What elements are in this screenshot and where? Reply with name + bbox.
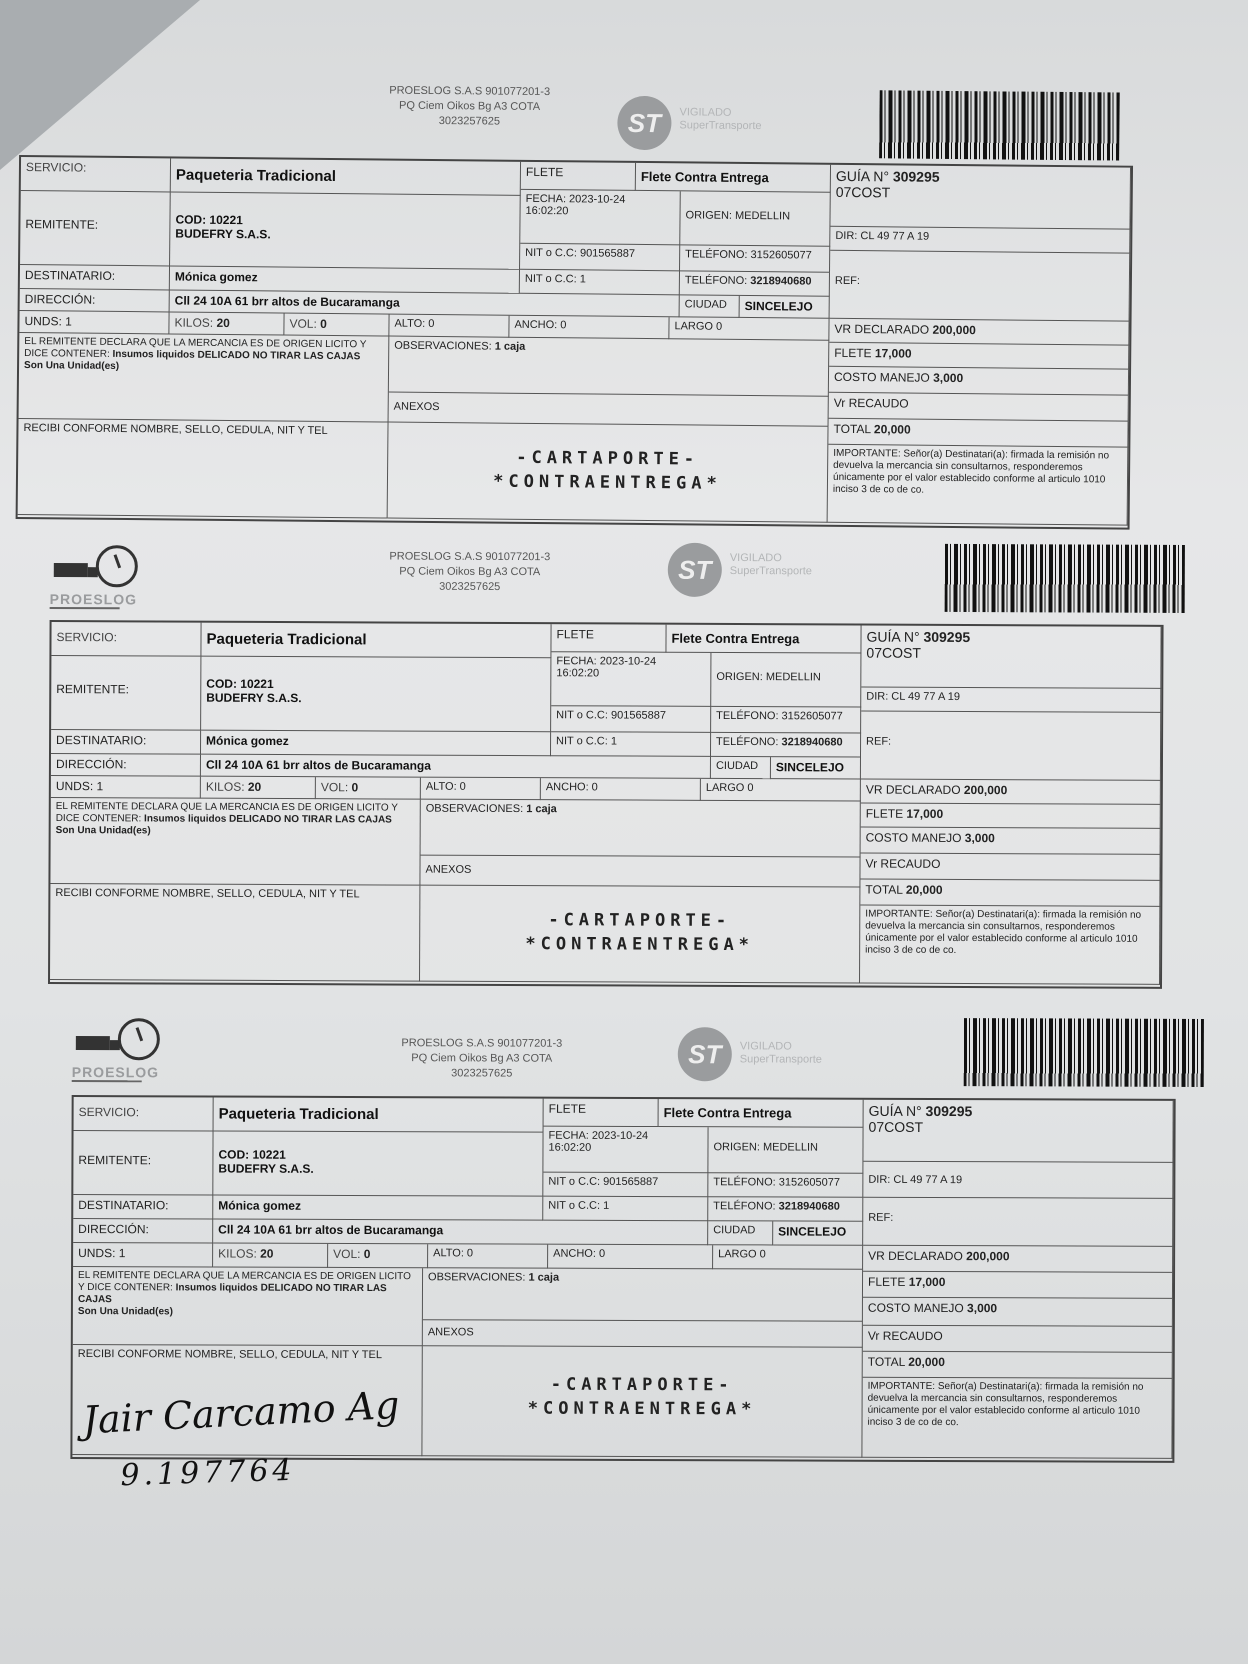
handwritten-id-number: 9.197764	[119, 1452, 297, 1494]
flete-tipo: Flete Contra Entrega	[636, 163, 831, 193]
barcode	[879, 90, 1120, 160]
vr-declarado: VR DECLARADO 200,000	[861, 780, 1161, 805]
tel-remitente: TELÉFONO: 3152605077	[711, 707, 861, 734]
barcode	[964, 1018, 1204, 1087]
flete-label: FLETE	[544, 1099, 659, 1127]
ciudad-value: SINCELEJO	[773, 1221, 863, 1245]
vigilado-text: VIGILADO SuperTransporte	[729, 551, 812, 578]
copy-header	[50, 525, 1230, 625]
vr-declarado: VR DECLARADO 200,000	[863, 1246, 1173, 1273]
recibi-conforme: RECIBI CONFORME NOMBRE, SELLO, CEDULA, NIT Y TEL	[50, 884, 420, 982]
supertransporte-logo: ST	[617, 96, 672, 151]
company-info	[352, 1036, 612, 1082]
ref-cell: REF:	[861, 712, 1161, 781]
nit-remitente: NIT o C.C: 901565887	[543, 1173, 708, 1198]
importante-note: IMPORTANTE: Señor(a) Destinatari(a): firmada la remisión no devuelva la mercancia sin consultarnos, responderemos únicamente por el valor establecido conforme al articulo 1010 inciso 3 de co de co.	[828, 445, 1129, 526]
vigilado-text: VIGILADO SuperTransporte	[739, 1040, 822, 1066]
supertransporte-logo: ST	[668, 543, 722, 597]
fecha: FECHA: 2023-10-24	[548, 1129, 649, 1143]
cartaporte-banner: -CARTAPORTE- *CONTRAENTREGA*	[388, 423, 829, 523]
company-phone: 3023257625	[439, 580, 501, 593]
origen: ORIGEN: MEDELLIN	[711, 653, 861, 708]
nit-destinatario: NIT o C.C: 1	[520, 270, 680, 296]
direccion-label: DIRECCIÓN:	[20, 289, 170, 312]
tel-destinatario: TELÉFONO: 3218940680	[680, 271, 830, 296]
guia-codigo: 07COST	[835, 183, 891, 201]
alto: ALTO: 0	[421, 778, 541, 801]
fecha: FECHA: 2023-10-24	[525, 192, 626, 206]
remitente-info	[170, 192, 521, 269]
flete-tipo: Flete Contra Entrega	[659, 1099, 864, 1128]
importante-note: IMPORTANTE: Señor(a) Destinatari(a): firmada la remisión no devuelva la mercancia sin consultarnos, responderemos únicamente por el valor establecido conforme al articulo 1010 inciso 3 de co de co.	[862, 1378, 1172, 1459]
ref-cell: REF:	[863, 1198, 1173, 1247]
observaciones: OBSERVACIONES: 1 caja	[389, 337, 830, 397]
unds: UNDS: 1	[73, 1243, 213, 1267]
dir-remitente: DIR: CL 49 77 A 19	[863, 1162, 1173, 1199]
fecha: FECHA: 2023-10-24	[556, 655, 657, 668]
unds: UNDS: 1	[51, 776, 201, 799]
barcode	[945, 544, 1185, 613]
direccion-value: Cll 24 10A 61 brr altos de Bucaramanga	[213, 1219, 708, 1245]
waybill-copy-3	[70, 1000, 1248, 1494]
cartaporte-banner: -CARTAPORTE- *CONTRAENTREGA*	[420, 886, 860, 984]
remitente-nombre: BUDEFRY S.A.S.	[175, 226, 271, 242]
clock-icon	[118, 1018, 160, 1060]
guia-box	[830, 165, 1131, 230]
truck-icon	[76, 1036, 110, 1050]
destinatario-value: Mónica gomez	[170, 266, 520, 293]
tel-remitente: TELÉFONO: 3152605077	[680, 245, 830, 272]
direccion-value: Cll 24 10A 61 brr altos de Bucaramanga	[170, 290, 680, 317]
remitente-label: REMITENTE:	[20, 191, 171, 266]
anexos: ANEXOS	[389, 393, 829, 427]
nit-remitente: NIT o C.C: 901565887	[520, 244, 680, 272]
total: TOTAL 20,000	[828, 419, 1128, 448]
recibi-conforme: RECIBI CONFORME NOMBRE, SELLO, CEDULA, NIT Y TEL	[72, 1345, 422, 1456]
destinatario-label: DESTINATARIO:	[73, 1195, 213, 1219]
declaracion: EL REMITENTE DECLARA QUE LA MERCANCIA ES DE ORIGEN LICITO Y DICE CONTENER: Insumos liquidos DELICADO NO TIRAR LAS CAJAS Son Una Unidad(es)	[73, 1267, 423, 1346]
vr-recaudo: Vr RECAUDO	[860, 854, 1160, 881]
vr-declarado: VR DECLARADO 200,000	[829, 319, 1129, 346]
company-name: PROESLOG S.A.S 901077201-3	[389, 550, 551, 564]
ciudad-label: CIUDAD	[711, 757, 771, 779]
nit-destinatario: NIT o C.C: 1	[543, 1197, 708, 1222]
cartaporte-banner: -CARTAPORTE- *CONTRAENTREGA*	[422, 1346, 862, 1458]
destinatario-value: Mónica gomez	[201, 731, 551, 757]
guia-codigo: 07COST	[866, 644, 921, 661]
guia-label: GUÍA N°	[868, 1102, 922, 1119]
guia-box	[863, 1100, 1173, 1163]
alto: ALTO: 0	[389, 315, 509, 338]
guia-label: GUÍA N°	[835, 167, 890, 185]
tel-destinatario: TELÉFONO: 3218940680	[711, 733, 861, 758]
hora: 16:02:20	[556, 667, 600, 680]
vr-recaudo: Vr RECAUDO	[829, 393, 1129, 422]
clock-icon	[96, 545, 138, 587]
flete-label: FLETE	[551, 624, 666, 653]
vigilado-text: VIGILADO SuperTransporte	[679, 106, 762, 133]
kilos: KILOS: 20	[213, 1243, 328, 1267]
direccion-label: DIRECCIÓN:	[73, 1219, 213, 1243]
guia-numero: 309295	[892, 168, 940, 185]
origen: ORIGEN: MEDELLIN	[708, 1127, 863, 1174]
company-phone: 3023257625	[451, 1067, 513, 1080]
observaciones: OBSERVACIONES: 1 caja	[421, 800, 861, 858]
ancho: ANCHO: 0	[509, 316, 669, 340]
ciudad-value: SINCELEJO	[771, 757, 861, 779]
flete-label: FLETE	[521, 162, 636, 191]
destinatario-label: DESTINATARIO:	[20, 265, 170, 290]
ciudad-label: CIUDAD	[680, 295, 740, 318]
direccion-value: Cll 24 10A 61 brr altos de Bucaramanga	[201, 755, 711, 779]
ancho: ANCHO: 0	[548, 1245, 713, 1270]
logo-text: PROESLOG	[71, 1063, 160, 1081]
fecha-cell	[543, 1127, 708, 1174]
direccion-label: DIRECCIÓN:	[51, 754, 201, 777]
destinatario-label: DESTINATARIO:	[51, 730, 201, 755]
alto: ALTO: 0	[428, 1244, 548, 1268]
servicio-label: SERVICIO:	[74, 1097, 214, 1131]
tel-destinatario: TELÉFONO: 3218940680	[708, 1197, 863, 1222]
waybill-form	[48, 620, 1164, 989]
waybill-copy-2	[48, 525, 1230, 1000]
costo-manejo: COSTO MANEJO 3,000	[829, 367, 1129, 396]
total: TOTAL 20,000	[863, 1352, 1173, 1379]
flete-valor: FLETE 17,000	[829, 343, 1129, 370]
flete-tipo: Flete Contra Entrega	[666, 625, 861, 654]
company-address: PQ Ciem Oikos Bg A3 COTA	[399, 99, 541, 113]
remitente-label: REMITENTE:	[73, 1131, 213, 1195]
anexos: ANEXOS	[420, 856, 860, 888]
remitente-cod: COD: 10221	[218, 1147, 286, 1162]
destinatario-value: Mónica gomez	[213, 1195, 543, 1220]
company-info	[339, 83, 599, 130]
costo-manejo: COSTO MANEJO 3,000	[861, 828, 1161, 855]
vol: VOL: 0	[328, 1244, 428, 1268]
ancho: ANCHO: 0	[541, 778, 701, 801]
copy-header	[72, 1000, 1248, 1099]
nit-destinatario: NIT o C.C: 1	[551, 732, 711, 757]
remitente-nombre: BUDEFRY S.A.S.	[206, 690, 302, 706]
supertransporte-logo: ST	[678, 1027, 732, 1081]
dir-remitente: DIR: CL 49 77 A 19	[830, 227, 1130, 254]
kilos: KILOS: 20	[169, 312, 284, 335]
company-info	[340, 549, 600, 595]
largo: LARGO 0	[713, 1245, 863, 1270]
waybill-copy-1	[15, 60, 1199, 541]
origen: ORIGEN: MEDELLIN	[680, 191, 831, 246]
declaracion: EL REMITENTE DECLARA QUE LA MERCANCIA ES DE ORIGEN LICITO Y DICE CONTENER: Insumos liquidos DELICADO NO TIRAR LAS CAJAS Son Una Unidad(es)	[50, 798, 420, 886]
truck-icon	[54, 563, 88, 577]
flete-valor: FLETE 17,000	[861, 804, 1161, 829]
largo: LARGO 0	[669, 317, 829, 341]
servicio-label: SERVICIO:	[21, 157, 171, 192]
proeslog-logo	[50, 545, 150, 615]
guia-label: GUÍA N°	[866, 628, 920, 645]
hora: 16:02:20	[548, 1141, 592, 1154]
vol: VOL: 0	[316, 777, 421, 799]
tel-remitente: TELÉFONO: 3152605077	[708, 1173, 863, 1198]
guia-numero: 309295	[923, 628, 971, 646]
waybill-form	[16, 155, 1133, 530]
remitente-cod: COD: 10221	[206, 676, 274, 691]
copy-header	[19, 60, 1200, 166]
remitente-cod: COD: 10221	[175, 212, 243, 228]
servicio-value: Paqueteria Tradicional	[214, 1097, 544, 1132]
remitente-info	[201, 657, 551, 733]
hora: 16:02:20	[525, 204, 569, 218]
kilos: KILOS: 20	[201, 777, 316, 800]
costo-manejo: COSTO MANEJO 3,000	[863, 1298, 1173, 1327]
fecha-cell	[520, 190, 681, 246]
servicio-value: Paqueteria Tradicional	[201, 623, 551, 659]
guia-box	[861, 626, 1161, 689]
guia-numero: 309295	[925, 1102, 973, 1120]
vr-recaudo: Vr RECAUDO	[863, 1326, 1173, 1353]
importante-note: IMPORTANTE: Señor(a) Destinatari(a): firmada la remisión no devuelva la mercancia sin consultarnos, responderemos únicamente por el valor establecido conforme al articulo 1010 inciso 3 de co de co.	[860, 906, 1160, 985]
company-name: PROESLOG S.A.S 901077201-3	[389, 84, 551, 99]
company-address: PQ Ciem Oikos Bg A3 COTA	[411, 1052, 553, 1065]
fecha-cell	[551, 652, 711, 707]
handwritten-signature: Jair Carcamo Ag	[81, 1382, 401, 1443]
guia-codigo: 07COST	[868, 1118, 924, 1135]
flete-valor: FLETE 17,000	[863, 1272, 1173, 1299]
largo: LARGO 0	[701, 779, 861, 802]
ciudad-value: SINCELEJO	[740, 296, 830, 319]
nit-remitente: NIT o C.C: 901565887	[551, 706, 711, 733]
vol: VOL: 0	[284, 314, 389, 337]
anexos: ANEXOS	[423, 1320, 863, 1348]
ref-cell: REF:	[830, 251, 1131, 322]
company-address: PQ Ciem Oikos Bg A3 COTA	[399, 565, 541, 579]
company-name: PROESLOG S.A.S 901077201-3	[401, 1037, 563, 1050]
proeslog-logo	[72, 1018, 172, 1088]
remitente-label: REMITENTE:	[51, 656, 201, 731]
unds: UNDS: 1	[19, 311, 169, 334]
remitente-nombre: BUDEFRY S.A.S.	[218, 1161, 314, 1176]
remitente-info	[213, 1131, 543, 1196]
logo-text: PROESLOG	[49, 590, 138, 608]
dir-remitente: DIR: CL 49 77 A 19	[861, 688, 1161, 713]
servicio-label: SERVICIO:	[51, 622, 201, 657]
company-phone: 3023257625	[438, 115, 501, 128]
observaciones: OBSERVACIONES: 1 caja	[423, 1268, 863, 1322]
declaracion: EL REMITENTE DECLARA QUE LA MERCANCIA ES DE ORIGEN LICITO Y DICE CONTENER: Insumos liquidos DELICADO NO TIRAR LAS CAJAS Son Una Unidad(es)	[19, 333, 390, 423]
servicio-value: Paqueteria Tradicional	[171, 158, 521, 195]
recibi-conforme: RECIBI CONFORME NOMBRE, SELLO, CEDULA, NIT Y TEL	[18, 419, 389, 519]
ciudad-label: CIUDAD	[708, 1221, 773, 1245]
total: TOTAL 20,000	[860, 880, 1160, 907]
